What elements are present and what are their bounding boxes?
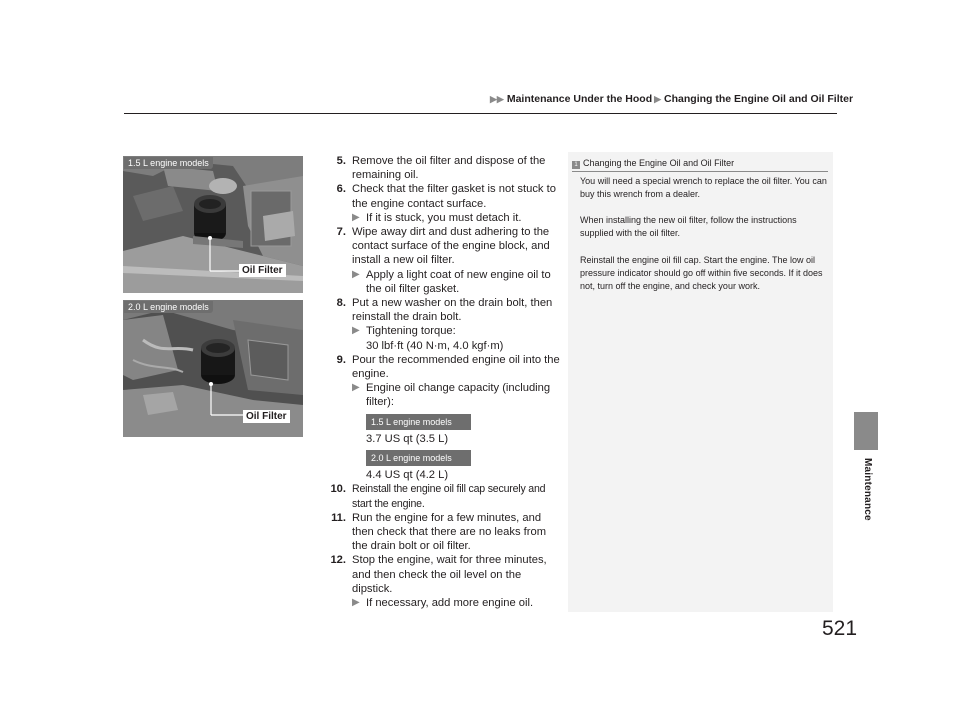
step-8 (312, 296, 562, 353)
step-7 (312, 225, 562, 296)
step-substep (352, 596, 562, 610)
capacity-value: 3.7 US qt (3.5 L) (366, 432, 449, 445)
step-9 (312, 353, 562, 483)
note-reference-icon: 1 (572, 161, 580, 169)
step-number: 7. (336, 226, 346, 239)
step-text: Stop the engine, wait for three minutes, and then check the oil level on the dipstick. (352, 554, 547, 595)
engine-model-badge: 1.5 L engine models (366, 414, 471, 430)
engine-figure-1-5l (123, 156, 303, 293)
step-text: Wipe away dirt and dust adhering to the contact surface of the engine block, and install a new oil filter. (352, 226, 550, 267)
step-number: 5. (336, 155, 346, 167)
page-number: 521 (822, 617, 858, 640)
engine-figure-2-0l (123, 300, 303, 437)
header-divider (124, 113, 837, 114)
figure-tag: 2.0 L engine models (124, 301, 213, 313)
note-paragraph: Reinstall the engine oil fill cap. Start the engine. The low oil pressure indicator should go off within five seconds. If it does not, turn off the engine, and check your work. (580, 255, 823, 291)
step-5 (312, 154, 562, 182)
substep-text: Engine oil change capacity (including filter): (366, 382, 551, 409)
step-11 (312, 511, 562, 554)
step-text: Check that the filter gasket is not stuck to the engine contact surface. (352, 183, 556, 210)
figure-tag: 1.5 L engine models (124, 157, 213, 169)
substep-text: If it is stuck, you must detach it. (366, 211, 522, 224)
triangle-icon: ▶ (352, 382, 360, 394)
substep-text: If necessary, add more engine oil. (366, 597, 534, 610)
step-text: Put a new washer on the drain bolt, then reinstall the drain bolt. (352, 297, 553, 324)
oil-filter-callout: Oil Filter (239, 264, 286, 277)
note-paragraph: When installing the new oil filter, follow the instructions supplied with the oil filter. (580, 215, 797, 238)
breadcrumb-item-maintenance-under-hood[interactable]: Maintenance Under the Hood (506, 93, 653, 105)
step-text: Run the engine for a few minutes, and then check that there are no leaks from the drain bolt or oil filter. (352, 511, 547, 553)
step-number: 11. (331, 511, 346, 524)
note-paragraph: You will need a special wrench to replace the oil filter. You can buy this wrench from a dealer. (580, 176, 827, 199)
triangle-icon: ▶ (352, 325, 360, 337)
step-number: 10. (330, 483, 346, 496)
step-substep (352, 268, 562, 296)
step-number: 6. (336, 183, 346, 196)
triangle-icon: ▶ (352, 268, 360, 280)
step-substep (352, 381, 562, 482)
note-divider (572, 171, 828, 172)
triangle-icon: ▶ (352, 597, 360, 609)
note-title-text: Changing the Engine Oil and Oil Filter (583, 158, 735, 168)
step-text: Reinstall the engine oil fill cap securely and start the engine. (352, 483, 546, 510)
step-number: 9. (336, 353, 346, 366)
step-text: Remove the oil filter and dispose of the remaining oil. (352, 155, 546, 182)
step-text: Pour the recommended engine oil into the engine. (352, 353, 560, 381)
double-arrow-icon: ▶▶ (490, 94, 504, 104)
triangle-icon: ▶ (352, 211, 360, 223)
substep-text: Tightening torque: (366, 325, 456, 338)
arrow-icon: ▶ (654, 94, 662, 104)
step-number: 12. (330, 554, 346, 567)
step-number: 8. (336, 297, 346, 310)
engine-model-badge: 2.0 L engine models (366, 450, 471, 466)
breadcrumb-item-changing-oil[interactable]: Changing the Engine Oil and Oil Filter (664, 93, 854, 105)
step-substep (352, 211, 562, 225)
step-substep (352, 324, 562, 352)
section-label: Maintenance (862, 458, 873, 521)
breadcrumb (490, 93, 853, 105)
section-tab-marker[interactable] (854, 412, 878, 450)
procedure-steps (312, 154, 562, 610)
capacity-value: 4.4 US qt (4.2 L) (366, 469, 449, 482)
oil-filter-callout: Oil Filter (243, 410, 290, 423)
torque-value: 30 lbf·ft (40 N·m, 4.0 kgf·m) (366, 339, 504, 352)
step-12 (312, 553, 562, 610)
step-10 (312, 482, 562, 510)
step-6 (312, 182, 562, 225)
note-title (572, 158, 734, 169)
substep-text: Apply a light coat of new engine oil to the oil filter gasket. (366, 268, 551, 295)
